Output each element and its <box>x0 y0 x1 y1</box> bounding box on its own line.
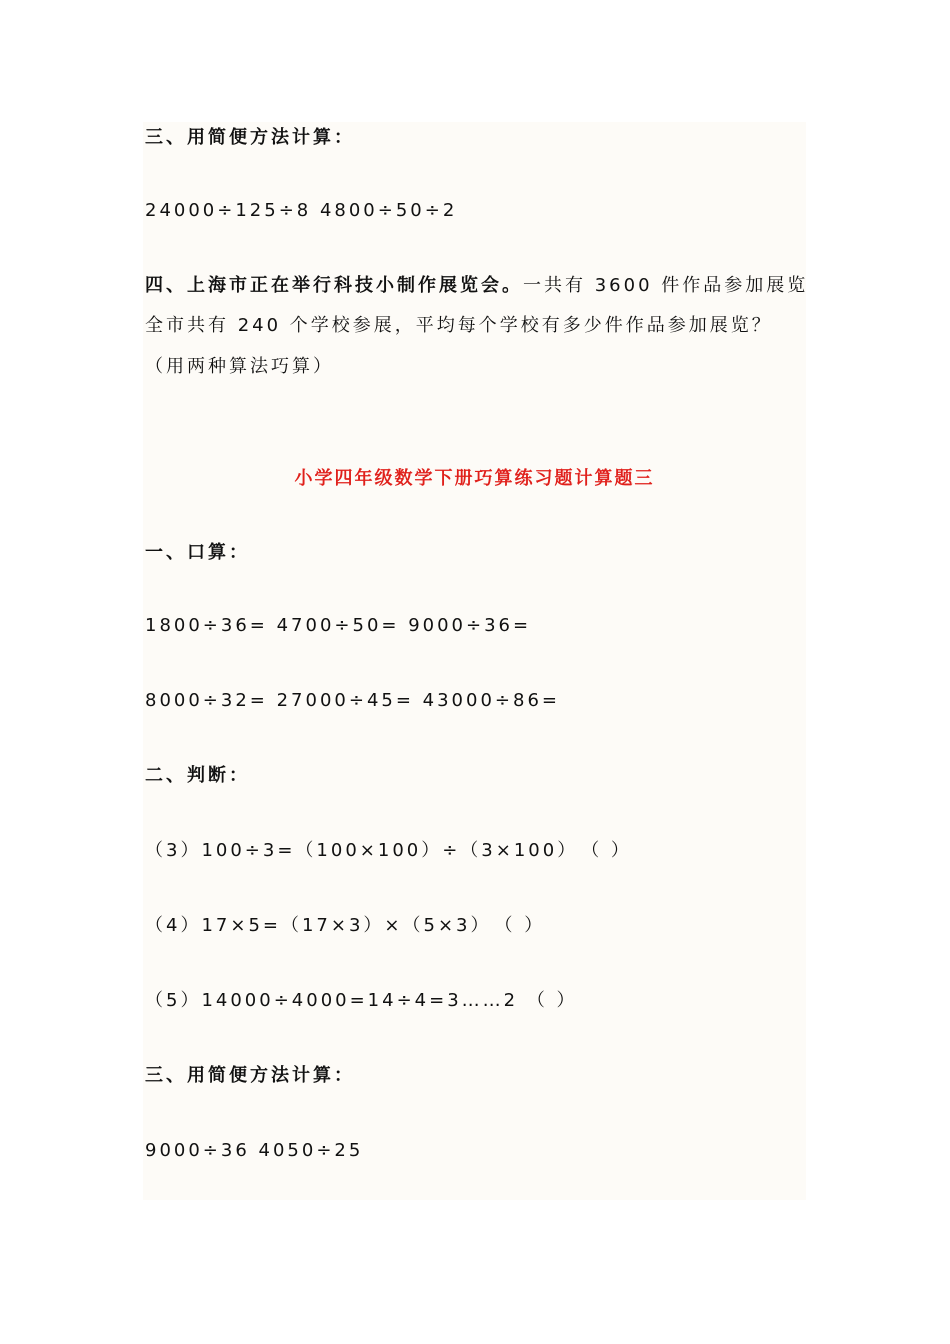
worksheet-title: 小学四年级数学下册巧算练习题计算题三 <box>294 468 655 489</box>
section-heading-judge: 二、判断： <box>145 765 250 786</box>
section-heading-simplify-2: 三、用简便方法计算： <box>145 1065 355 1086</box>
section-heading-oral: 一、口算： <box>145 542 250 563</box>
oral-problems-row-1: 1800÷36= 4700÷50= 9000÷36= <box>145 615 532 636</box>
simplify-problems-2: 9000÷36 4050÷25 <box>145 1140 364 1161</box>
word-problem-line-2: 全市共有 240 个学校参展，平均每个学校有多少件作品参加展览？ <box>145 315 773 336</box>
section-heading-word-problem: 四、上海市正在举行科技小制作展览会。 <box>145 275 523 296</box>
word-problem-line-1 <box>145 275 808 297</box>
judge-item-4: （4）17×5=（17×3）×（5×3） （ ） <box>145 915 546 936</box>
word-problem-note: （用两种算法巧算） <box>145 356 334 377</box>
oral-problems-row-2: 8000÷32= 27000÷45= 43000÷86= <box>145 690 560 711</box>
judge-item-5: （5）14000÷4000=14÷4=3……2 （ ） <box>145 990 578 1011</box>
judge-item-3: （3）100÷3=（100×100）÷（3×100） （ ） <box>145 840 632 861</box>
section-heading-simplify: 三、用简便方法计算： <box>145 127 355 148</box>
simplify-problems: 24000÷125÷8 4800÷50÷2 <box>145 200 458 221</box>
word-problem-text: 一共有 3600 件作品参加展览 <box>523 275 809 296</box>
